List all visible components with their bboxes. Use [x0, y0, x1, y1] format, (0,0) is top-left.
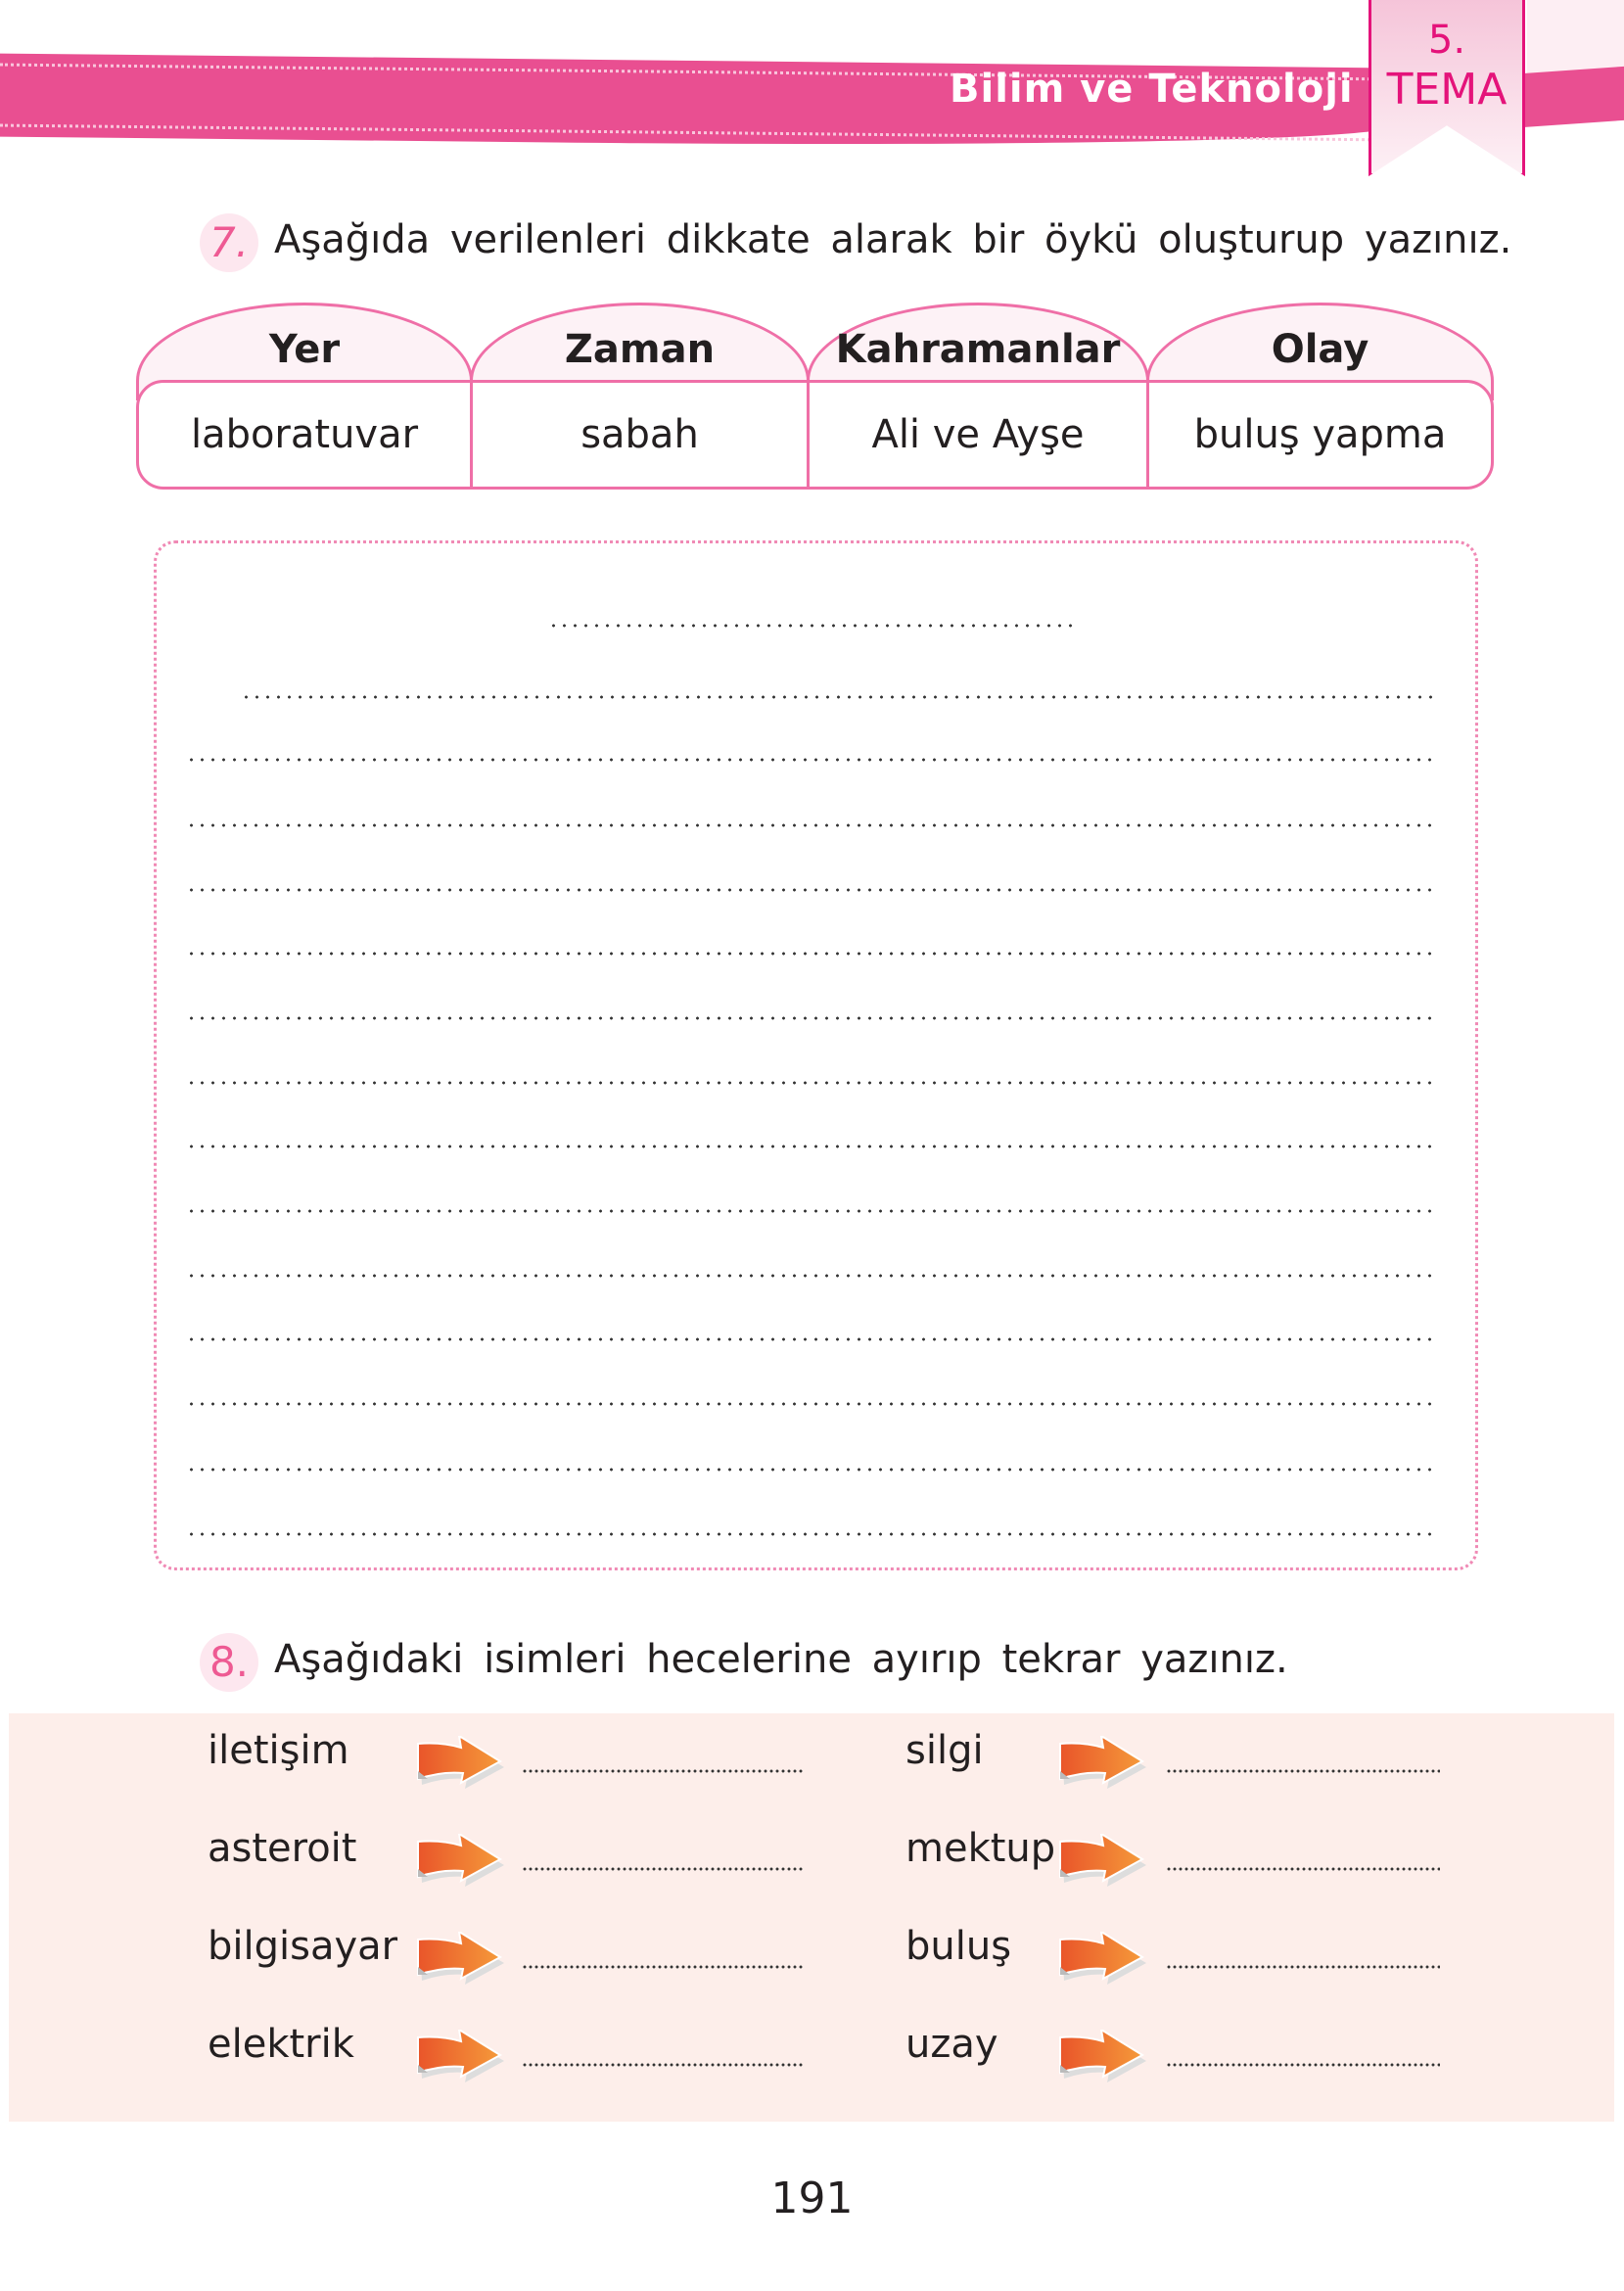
- writing-line[interactable]: [186, 823, 1439, 827]
- table-column-kahramanlar: [807, 303, 1149, 490]
- question-8-text: Aşağıdaki isimleri hecelerine ayırıp tekrar yazınız.: [274, 1637, 1288, 1682]
- corner-decoration: [1527, 0, 1624, 73]
- table-header: Kahramanlar: [807, 303, 1149, 400]
- syllable-word: asteroit: [208, 1826, 357, 1871]
- writing-line[interactable]: [186, 1081, 1439, 1085]
- answer-line[interactable]: [1166, 2063, 1440, 2067]
- syllable-word: silgi: [905, 1728, 984, 1773]
- arrow-icon: [1054, 2030, 1148, 2088]
- syllable-word: iletişim: [208, 1728, 349, 1773]
- table-column-yer: [136, 303, 473, 490]
- syllable-word: mektup: [905, 1826, 1056, 1871]
- table-header: Zaman: [470, 303, 810, 400]
- answer-line[interactable]: [1166, 1769, 1440, 1773]
- writing-line[interactable]: [186, 1468, 1439, 1472]
- writing-line[interactable]: [186, 758, 1439, 762]
- arrow-icon: [412, 1834, 506, 1893]
- writing-line[interactable]: [186, 888, 1439, 892]
- syllable-word: buluş: [905, 1924, 1012, 1969]
- arrow-icon: [412, 1932, 506, 1990]
- answer-line[interactable]: [522, 1867, 804, 1871]
- arrow-icon: [1054, 1834, 1148, 1893]
- writing-line[interactable]: [241, 695, 1439, 699]
- question-7-number: 7.: [200, 213, 258, 272]
- table-column-zaman: [470, 303, 810, 490]
- answer-line[interactable]: [522, 1769, 804, 1773]
- writing-line[interactable]: [186, 952, 1439, 956]
- syllable-word: elektrik: [208, 2022, 354, 2067]
- table-column-olay: [1146, 303, 1494, 490]
- answer-line[interactable]: [1166, 1867, 1440, 1871]
- theme-label: TEMA: [1386, 65, 1508, 115]
- theme-title: Bilim ve Teknoloji: [950, 67, 1354, 112]
- arrow-icon: [1054, 1932, 1148, 1990]
- table-value: laboratuvar: [136, 380, 473, 490]
- writing-line[interactable]: [186, 1274, 1439, 1278]
- page-number: 191: [770, 2174, 854, 2223]
- syllable-word: bilgisayar: [208, 1924, 398, 1969]
- arrow-icon: [412, 2030, 506, 2088]
- answer-line[interactable]: [1166, 1965, 1440, 1969]
- table-header: Yer: [136, 303, 473, 400]
- writing-line[interactable]: [186, 1337, 1439, 1341]
- writing-line[interactable]: [186, 1145, 1439, 1148]
- answer-line[interactable]: [522, 2063, 804, 2067]
- writing-line[interactable]: [186, 1016, 1439, 1020]
- question-8-number: 8.: [200, 1633, 258, 1692]
- writing-line[interactable]: [186, 1402, 1439, 1406]
- table-header: Olay: [1146, 303, 1494, 400]
- syllable-word: uzay: [905, 2022, 998, 2067]
- question-7-text: Aşağıda verilenleri dikkate alarak bir öykü oluşturup yazınız.: [274, 217, 1512, 262]
- arrow-icon: [412, 1736, 506, 1795]
- answer-line[interactable]: [522, 1965, 804, 1969]
- writing-line[interactable]: [186, 1532, 1439, 1536]
- arrow-icon: [1054, 1736, 1148, 1795]
- table-value: sabah: [470, 380, 810, 490]
- table-value: buluş yapma: [1146, 380, 1494, 490]
- theme-number: 5.: [1427, 18, 1466, 63]
- table-value: Ali ve Ayşe: [807, 380, 1149, 490]
- story-title-line[interactable]: [548, 624, 1074, 628]
- writing-line[interactable]: [186, 1209, 1439, 1213]
